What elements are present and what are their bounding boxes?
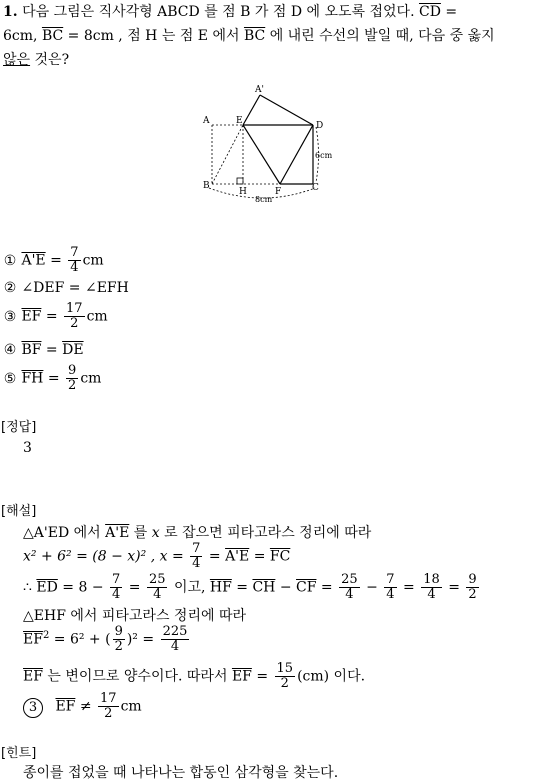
label-6cm: 6cm [315,151,333,160]
label-C: C [312,183,319,193]
hint-text: 종이를 접었을 때 나타나는 합동인 삼각형을 찾는다. [23,765,339,781]
solution-line-4: △EHF 에서 피타고라스 정리에 따라 [23,608,246,624]
option-2[interactable]: ② ∠DEF = ∠EFH [3,280,129,296]
label-A-prime: A' [255,85,264,95]
solution-line-5: $\overline{EF}^2 = 6^2$ + ( $\frac{9}{2}$ )² = $\frac{225}{4}$ [23,624,188,654]
solution-line-2: x² + 6² = (8 − x)² , x = $\frac{7}{4}$ = $A'E = \overline{FC}$ [23,541,291,571]
solution-line-6: $\overline{EF}$ 는 변이므로 양수이다. 따라서 $\overline{EF}$ = $\frac{15}{2}$ (cm) 이다. [23,661,366,691]
circled-answer: 3 [23,698,43,718]
edge-EF [243,125,280,184]
option-1[interactable]: ① A'E = $\frac{7}{4}$ cm [3,245,104,275]
question-line-2: 6cm, $\overline{BC} = 8cm$ , 점 H 는 점 E 에서 $\overline{BC}$ 에 내린 수선의 발일 때, 다음 중 옳지 [3,28,495,44]
label-F: F [275,187,282,197]
solution-line-1: △A'ED 에서 A'E 를 x 로 잡으면 피타고라스 정리에 따라 [23,525,372,541]
question-line-3: 않은 것은? [3,52,70,68]
solution-label: [해설] [1,504,37,519]
label-E: E [236,116,243,126]
answer-label: [정답] [1,420,37,435]
option-4[interactable]: ④ $\overline{BF} = \overline{DE}$ [3,342,84,358]
question-line-1: 1. 다음 그림은 직사각형 ABCD 를 점 B 가 점 D 에 오도록 접었다. $\overline{CD}$ = [3,4,458,20]
question-number: 1. [3,4,18,20]
solution-line-3: ∴ $\overline{ED} = 8$ − $\frac{7}{4}$ = $\frac{25}{4}$ 이고, $\overline{HF} = \overline{CH} - \overline{CF}$ = $\frac{25}{4}$ − $\frac{7}{4}$ = $\frac{18}{4}$ = $\frac{9}{2}$ [23,572,477,602]
edge-EA' [243,95,260,125]
geometry-figure [195,80,345,205]
label-B: B [203,181,210,191]
answer-value: 3 [23,440,32,456]
edge-A'D [260,95,313,125]
solution-line-7: 3 $\overline{EF}$ ≠ $\frac{17}{2}$ cm [23,692,142,721]
label-H: H [239,187,247,197]
edge-FD [280,125,313,184]
label-8cm: 8cm [255,195,273,204]
label-D: D [316,121,324,131]
option-3[interactable]: ③ $\overline{EF}$ = $\frac{17}{2}$ cm [3,301,108,331]
label-A: A [203,116,210,126]
option-5[interactable]: ⑤ $\overline{FH}$ = $\frac{9}{2}$ cm [3,363,102,393]
hint-label: [힌트] [1,746,37,761]
